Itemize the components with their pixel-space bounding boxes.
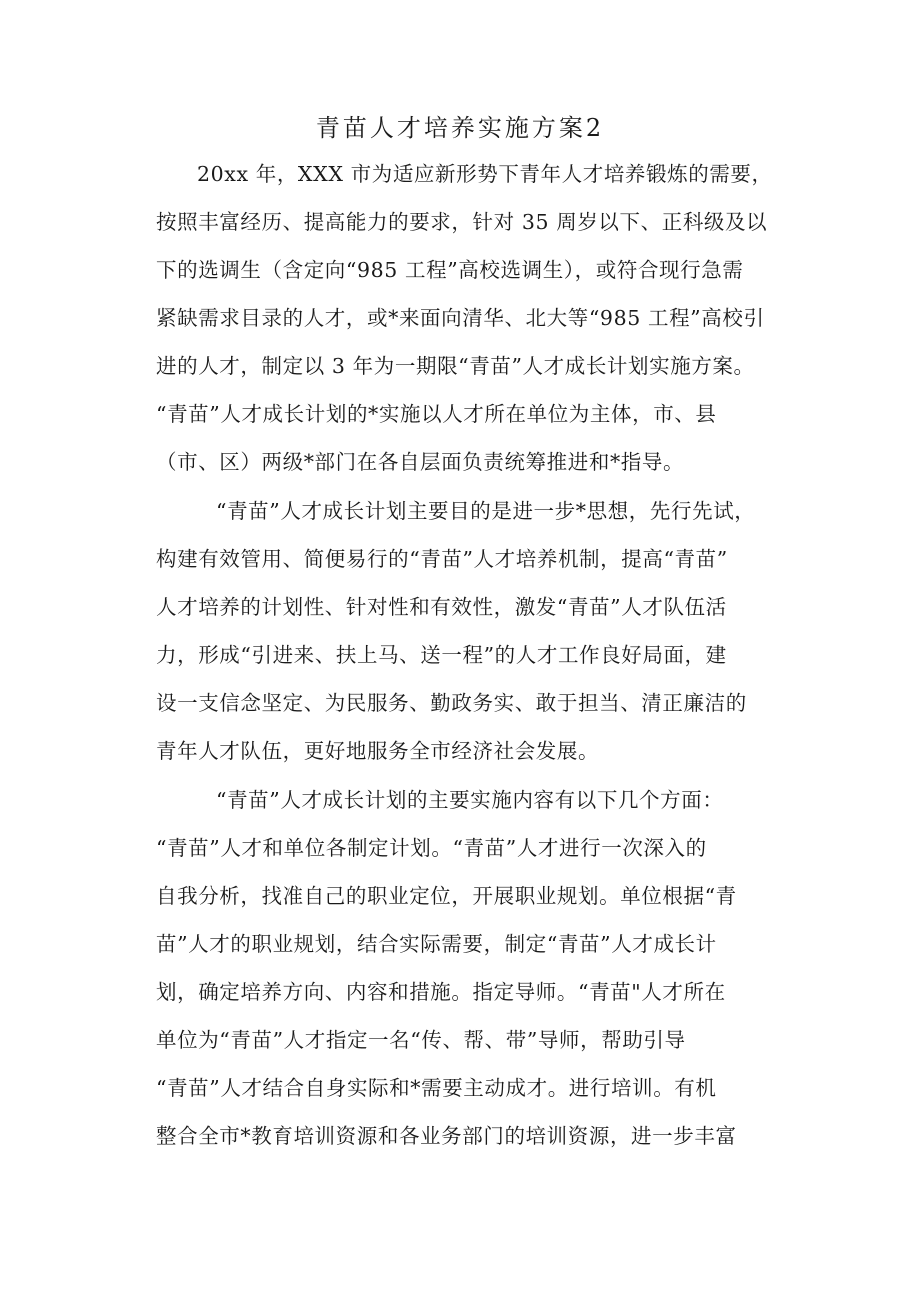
paragraph-3-line-4: 苗”人才的职业规划，结合实际需要，制定“青苗”人才成长计 — [156, 932, 717, 956]
paragraph-3-line-1: “青苗”人才成长计划的主要实施内容有以下几个方面： — [216, 788, 724, 812]
paragraph-2-line-2: 构建有效管用、简便易行的“青苗”人才培养机制，提高“青苗” — [156, 547, 728, 571]
paragraph-3-line-6: 单位为“青苗”人才指定一名“传、帮、带”导师，帮助引导 — [156, 1028, 686, 1052]
paragraph-1-line-3: 下的选调生（含定向“985 工程”高校选调生），或符合现行急需 — [156, 258, 744, 282]
paragraph-1-line-7: （市、区）两级*部门在各自层面负责统筹推进和*指导。 — [156, 450, 685, 474]
paragraph-3-line-7: “青苗”人才结合自身实际和*需要主动成才。进行培训。有机 — [156, 1076, 717, 1100]
paragraph-2-line-1: “青苗”人才成长计划主要目的是进一步*思想，先行先试， — [216, 499, 756, 523]
paragraph-2-line-4: 力，形成“引进来、扶上马、送一程”的人才工作良好局面，建 — [156, 643, 727, 667]
paragraph-3-line-8: 整合全市*教育培训资源和各业务部门的培训资源，进一步丰富 — [156, 1124, 737, 1148]
paragraph-3-line-2: “青苗”人才和单位各制定计划。“青苗”人才进行一次深入的 — [156, 836, 707, 860]
paragraph-2-line-5: 设一支信念坚定、为民服务、勤政务实、敢于担当、清正廉洁的 — [156, 691, 747, 715]
document-title: 青苗人才培养实施方案2 — [315, 114, 605, 142]
paragraph-2-line-3: 人才培养的计划性、针对性和有效性，激发“青苗”人才队伍活 — [156, 595, 727, 619]
paragraph-2-line-6: 青年人才队伍，更好地服务全市经济社会发展。 — [156, 739, 600, 763]
paragraph-3-line-5: 划，确定培养方向、内容和措施。指定导师。“青苗"人才所在 — [156, 980, 726, 1004]
paragraph-1-line-5: 进的人才，制定以 3 年为一期限“青苗”人才成长计划实施方案。 — [156, 354, 755, 378]
paragraph-3-line-3: 自我分析，找准自己的职业定位，开展职业规划。单位根据“青 — [156, 884, 737, 908]
paragraph-1-line-6: “青苗”人才成长计划的*实施以人才所在单位为主体，市、县 — [156, 402, 717, 426]
paragraph-1-line-1: 20xx 年，XXX 市为适应新形势下青年人才培养锻炼的需要， — [197, 162, 773, 186]
paragraph-1-line-2: 按照丰富经历、提高能力的要求，针对 35 周岁以下、正科级及以 — [156, 210, 768, 234]
paragraph-1-line-4: 紧缺需求目录的人才，或*来面向清华、北大等“985 工程”高校引 — [156, 306, 765, 330]
